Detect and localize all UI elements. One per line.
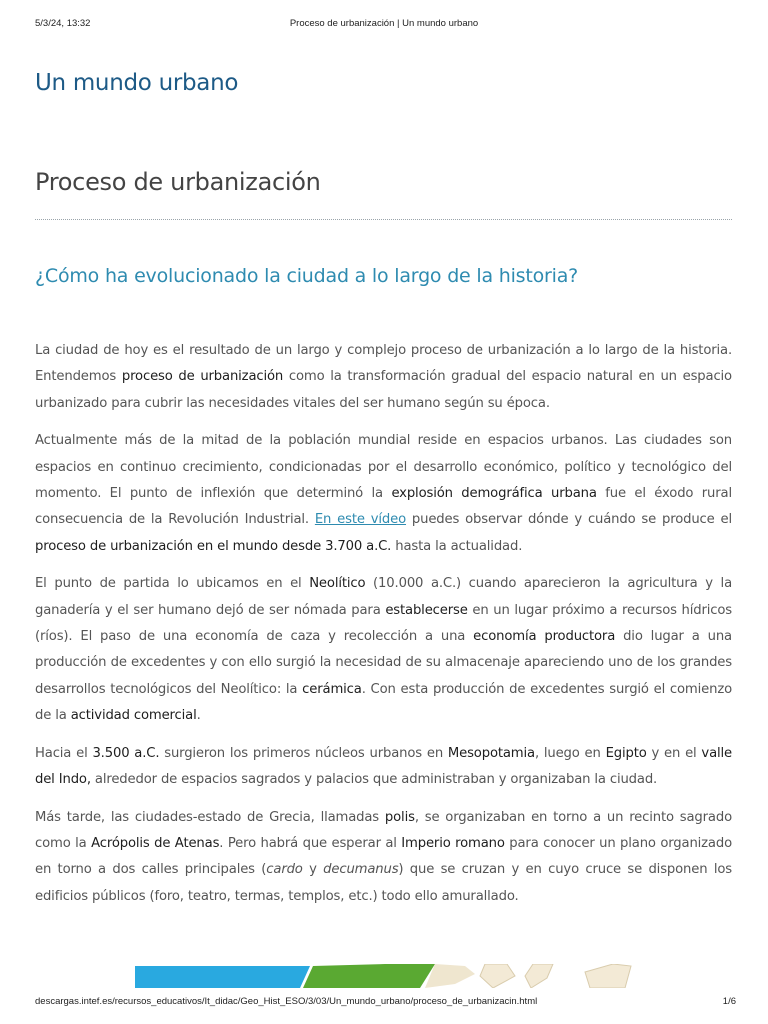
illustration-blue-band [135,966,310,988]
print-header [0,18,768,32]
title-divider [35,219,732,220]
video-link[interactable]: En este vídeo [314,512,407,528]
term-imperio-romano: Imperio romano [401,835,505,851]
term-3500-ac: 3.500 a.C. [92,745,160,761]
print-doc-title: Proceso de urbanización | Un mundo urbano [289,18,479,29]
term-decumanus: decumanus [323,862,399,878]
article-body [35,338,732,921]
illustration-graphic [135,964,633,988]
term-acropolis: Acrópolis de Atenas [91,835,220,851]
print-datetime: 5/3/24, 13:32 [35,18,91,29]
term-explosion-demografica: explosión demográfica urbana [391,486,597,502]
term-polis: polis [384,809,415,825]
term-establecerse: establecerse [385,602,468,618]
paragraph-5: Más tarde, las ciudades-estado de Grecia, llamadas polis, se organizaban en torno a un recinto sagrado como la Acrópolis de Atenas. Pero habrá que esperar al Imperio romano para conocer un plano organizado en torno a dos calles principales (cardo y decumanus) que se cruzan y en cuyo cruce se disponen los edificios públicos (foro, teatro, termas, templos, etc.) todo ello amurallado. [35,809,733,904]
section-heading: ¿Cómo ha evolucionado la ciudad a lo largo de la historia? [35,265,579,287]
illustration-image [135,964,633,988]
illustration-green-band [303,964,435,988]
term-mesopotamia: Mesopotamia [447,745,535,761]
term-economia-productora: economía productora [473,629,616,645]
paragraph-4: Hacia el 3.500 a.C. surgieron los primeros núcleos urbanos en Mesopotamia, luego en Egipto y en el valle del Indo, alrededor de espacios sagrados y palacios que administraban y organizaban la ciudad. [35,745,732,788]
term-ceramica: cerámica [302,681,362,697]
page-title: Proceso de urbanización [35,168,321,196]
term-egipto: Egipto [605,745,647,761]
term-neolitico: Neolítico [309,576,366,592]
print-footer [0,996,768,1010]
term-proceso-mundo: proceso de urbanización en el mundo desde 3.700 a.C. [35,538,392,554]
term-cardo: cardo [266,862,303,878]
term-proceso-urbanizacion: proceso de urbanización [121,369,284,385]
print-page-number: 1/6 [722,996,736,1007]
site-title-link[interactable]: Un mundo urbano [35,70,239,96]
paragraph-3: El punto de partida lo ubicamos en el Neolítico (10.000 a.C.) cuando aparecieron la agricultura y la ganadería y el ser humano dejó de ser nómada para establecerse en un lugar próximo a recursos hídricos (ríos). El paso de una economía de caza y recolección a una economía productora dio lugar a una producción de excedentes y con ello surgió la necesidad de su almacenaje apareciendo uno de los grandes desarrollos tecnológicos del Neolítico: la cerámica. Con esta producción de excedentes surgió el comienzo de la actividad comercial. [35,576,733,724]
paragraph-1: La ciudad de hoy es el resultado de un largo y complejo proceso de urbanización a lo largo de la historia. Entendemos proceso de urbanización como la transformación gradual del espacio natural en un espacio urbanizado para cubrir las necesidades vitales del ser humano según su época. [35,343,732,411]
print-url: descargas.intef.es/recursos_educativos/It_didac/Geo_Hist_ESO/3/03/Un_mundo_urbano/proceso_de_urbanizacin.html [35,996,538,1007]
term-valle-indo: valle del Indo, [35,745,732,788]
term-actividad-comercial: actividad comercial [70,708,197,724]
paragraph-2: Actualmente más de la mitad de la población mundial reside en espacios urbanos. Las ciudades son espacios en continuo crecimiento, condicionadas por el desarrollo económico, político y tecnológico del momento. El punto de inflexión que determinó la explosión demográfica urbana fue el éxodo rural consecuencia de la Revolución Industrial. En este vídeo puedes observar dónde y cuándo se produce el proceso de urbanización en el mundo desde 3.700 a.C. hasta la actualidad. [35,433,733,554]
